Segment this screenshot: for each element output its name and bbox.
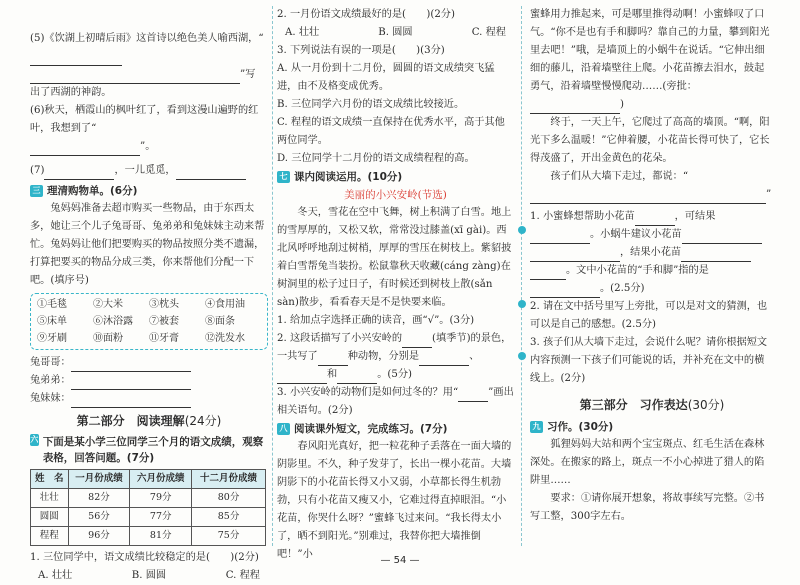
answer-line[interactable]	[71, 359, 191, 372]
table-cell: 圆圆	[31, 508, 69, 527]
column-left	[30, 0, 268, 585]
sibling-row: 兔弟弟：	[30, 372, 268, 390]
section-title: 下面是某小学三位同学三个月的语文成绩，观察表格，回答问题。(7分)	[42, 436, 264, 464]
table-cell: 82分	[68, 489, 130, 508]
answer-line[interactable]	[71, 377, 191, 390]
q6-line: ”。	[30, 138, 268, 156]
passage-question-2: 2. 这段话描写了小兴安岭的 (填季节)的景色，一共写了 种动物，分别是 、和 。(5分)	[277, 330, 514, 384]
q7-text: (7) ，一儿觅觅，	[30, 162, 268, 180]
options	[30, 567, 268, 585]
divider-dot	[518, 300, 526, 308]
q5-end: 出了西湖的神韵。	[30, 87, 112, 98]
page-number: — 54 —	[380, 555, 420, 566]
section8-header	[277, 420, 514, 438]
story-line: ”	[530, 186, 774, 204]
column-middle	[277, 0, 514, 564]
section-badge: 三	[30, 185, 43, 197]
table-header: 一月份成绩	[68, 470, 130, 489]
option[interactable]: A. 壮壮	[285, 27, 320, 38]
reading-question-1: 1. 小蜜蜂想帮助小花苗 ，可结果	[530, 208, 774, 226]
column-divider	[272, 6, 273, 546]
option[interactable]: A. 从一月份到十二月份，圆圆的语文成绩突飞猛进，由不及格变成优秀。	[277, 63, 495, 92]
question-1: 1. 三位同学中，语文成绩比较稳定的是( )(2分)	[30, 552, 259, 563]
section-title: 阅读课外短文，完成练习。(7分)	[294, 423, 448, 435]
option[interactable]: C. 程程	[471, 27, 506, 38]
table-header: 六月份成绩	[130, 470, 192, 489]
answer-line[interactable]	[682, 231, 762, 244]
section-badge: 八	[277, 423, 290, 435]
table-cell: 75分	[192, 527, 266, 546]
answer-line[interactable]	[30, 71, 240, 84]
score-table	[30, 469, 266, 546]
passage-question-3: 3. 小兴安岭的动物们是如何过冬的？用“ ”画出相关语句。(2分)	[277, 387, 514, 416]
column-divider	[521, 6, 522, 546]
question-2: 2. 一月份语文成绩最好的是( )(2分)	[277, 9, 455, 20]
column-right	[530, 0, 774, 526]
section-title: 理清购物单。(6分)	[47, 185, 138, 197]
reading-question-1: 。小蜗牛建议小花苗	[530, 226, 774, 244]
table-row	[31, 527, 266, 546]
table-header: 十二月份成绩	[192, 470, 266, 489]
answer-line[interactable]	[530, 101, 620, 114]
section-title: 课内阅读运用。(10分)	[294, 171, 403, 183]
story-cont: 孩子们从大墙下走过，都说：“	[550, 171, 689, 182]
part2-heading: 第二部分 阅读理解(24分)	[76, 414, 222, 428]
item: ⑩面粉	[93, 333, 123, 344]
option[interactable]: B. 三位同学六月份的语文成绩比较接近。	[277, 99, 465, 110]
item-box	[30, 293, 268, 350]
item: ⑪牙膏	[149, 333, 179, 344]
question-3: 3. 下列说法有误的一项是( )(3分)	[277, 45, 445, 56]
q5-text: (5)《饮湖上初晴后雨》这首诗以绝色美人喻西湖，“	[30, 30, 268, 66]
answer-line[interactable]	[530, 231, 590, 244]
answer-line[interactable]	[681, 249, 751, 262]
table-row	[31, 508, 266, 527]
table-cell: 56分	[68, 508, 130, 527]
section7-header	[277, 168, 514, 186]
reading-question-2: 2. 请在文中括号里写上旁批，可以是对文的猜测，也可以是自己的感想。(2.5分)	[530, 301, 768, 330]
table-cell: 壮壮	[31, 489, 69, 508]
reading-question-1: 。文中小花苗的“手和脚”指的是。(2.5分)	[530, 262, 774, 298]
item: ⑨牙刷	[37, 333, 67, 344]
q5-cont: ”写	[30, 66, 268, 84]
option[interactable]: B. 圆圆	[378, 27, 413, 38]
item: ①毛毯	[37, 299, 67, 310]
essay-requirements: 要求：①请你展开想象，将故事续写完整。②书写工整，300字左右。	[530, 493, 765, 522]
passage-title: 美丽的小兴安岭(节选)	[344, 189, 447, 201]
section-title: 习作。(30分)	[547, 421, 614, 433]
item: ③枕头	[149, 299, 179, 310]
essay-prompt: 狐狸妈妈大站和两个宝宝斑点、红毛生活在森林深处。在搬家的路上，斑点一不小心掉进了猎人的陷阱里……	[530, 439, 765, 486]
options	[277, 24, 514, 42]
table-cell: 85分	[192, 508, 266, 527]
option[interactable]: C. 程程	[225, 570, 260, 581]
table-cell: 79分	[130, 489, 192, 508]
item: ⑧面条	[205, 316, 235, 327]
answer-line[interactable]	[30, 143, 140, 156]
answer-line[interactable]	[530, 267, 566, 280]
answer-line[interactable]	[530, 191, 766, 204]
answer-line[interactable]	[402, 335, 432, 348]
story-cont: 蜜蜂用力推起来，可是哪里推得动啊！小蜜蜂叹了口气。“你不是也有手和脚吗？靠自己的力量，攀到阳光里去吧！”哦，是墙顶上的小蜗牛在说话。“它伸出细细的藤儿，沿着墙壁往上爬。小花苗擦去泪水，鼓起勇气，沿着墙壁慢慢爬动……(旁批：)	[530, 6, 774, 114]
section-badge: 九	[530, 421, 543, 433]
section-badge: 七	[277, 171, 290, 183]
table-cell: 80分	[192, 489, 266, 508]
option[interactable]: C. 程程的语文成绩一直保持在优秀水平，高于其他两位同学。	[277, 117, 505, 146]
section3-header	[30, 182, 268, 200]
table-cell: 96分	[68, 527, 130, 546]
answer-line[interactable]	[458, 389, 488, 402]
option[interactable]: A. 壮壮	[38, 570, 73, 581]
option[interactable]: D. 三位同学十二月份的语文成绩程程的高。	[277, 153, 475, 164]
table-row	[31, 489, 266, 508]
part3-heading: 第三部分 习作表达(30分)	[579, 398, 725, 412]
divider-dot	[518, 352, 526, 360]
answer-line[interactable]	[530, 285, 600, 298]
item: ⑤床单	[37, 316, 67, 327]
section6-header	[30, 434, 268, 466]
answer-line[interactable]	[277, 371, 327, 384]
option[interactable]: B. 圆圆	[131, 570, 167, 581]
story-text: 春风阳光真好，把一粒花种子丢落在一面大墙的阴影里。不久，种子发芽了，长出一棵小花苗。大墙阴影下的小花苗长得又小又弱，小草都长得生机勃勃，只有小花苗又瘦又小，它难过得直掉眼泪。“小花苗，你哭什么呀？”蜜蜂飞过来问。“我长得太小了，晒不到阳光。”别难过，我替你把大墙推倒吧！”小	[277, 441, 512, 560]
answer-line[interactable]	[176, 167, 246, 180]
table-header: 姓 名	[31, 470, 69, 489]
table-cell: 77分	[130, 508, 192, 527]
section9-header	[530, 418, 774, 436]
divider-dot	[518, 226, 526, 234]
passage-question-1: 1. 给加点字选择正确的读音，画“√”。(3分)	[277, 315, 475, 326]
answer-line[interactable]	[318, 353, 348, 366]
sibling-row: 兔妹妹：	[30, 390, 268, 408]
answer-line[interactable]	[30, 53, 122, 66]
answer-line[interactable]	[71, 395, 191, 408]
reading-question-3: 3. 孩子们从大墙下走过，会说什么呢？请你根据短文内容预测一下孩子们可能说的话，并补充在文中的横线上。(2分)	[530, 337, 768, 384]
item: ②大米	[93, 299, 123, 310]
story-cont: 终于，一天上午，它爬过了高高的墙顶。“啊，阳光下多么温暖！”它伸着腰，小花苗长得可快了，它长得茂盛了，开出金黄色的花朵。	[530, 117, 770, 164]
answer-line[interactable]	[635, 213, 675, 226]
table-cell: 程程	[31, 527, 69, 546]
q6-text: (6)秋天，栖霞山的枫叶红了，看到这漫山遍野的红叶，我想到了“	[30, 105, 259, 134]
reading-question-1: ，结果小花苗	[530, 244, 774, 262]
answer-line[interactable]	[419, 353, 469, 366]
table-header-row	[31, 470, 266, 489]
passage-text: 冬天，雪花在空中飞舞，树上积满了白雪。地上的雪厚厚的，又松又软，常常没过膝盖(xī gài)。西北风呼呼地刮过树梢，厚厚的雪压在树枝上。紫貂披着白雪帮兔当装扮。松鼠靠秋天收藏(cáng zàng)在树洞里的松子过日子，有时候还到树枝上散(sǎn sàn)散步，看看春天是不是快要来临。	[277, 207, 512, 308]
table-cell: 81分	[130, 527, 192, 546]
answer-line[interactable]	[44, 167, 114, 180]
section-badge: 六	[30, 435, 39, 444]
section3-text: 兔妈妈准备去超市购买一些物品，由于东西太多，她让三个儿子兔哥哥、兔弟弟和兔妹妹主动来帮忙。兔妈妈让他们把要购买的物品按照分类不遗漏，打算把要买的物品分成三类，你来帮他们分配一下吧。(填序号)	[30, 203, 265, 286]
item: ⑥沐浴露	[93, 316, 133, 327]
answer-line[interactable]	[530, 249, 620, 262]
answer-line[interactable]	[337, 371, 377, 384]
sibling-row: 兔哥哥：	[30, 354, 268, 372]
item: ⑫洗发水	[205, 333, 245, 344]
item: ④食用油	[205, 299, 245, 310]
item: ⑦被套	[149, 316, 179, 327]
